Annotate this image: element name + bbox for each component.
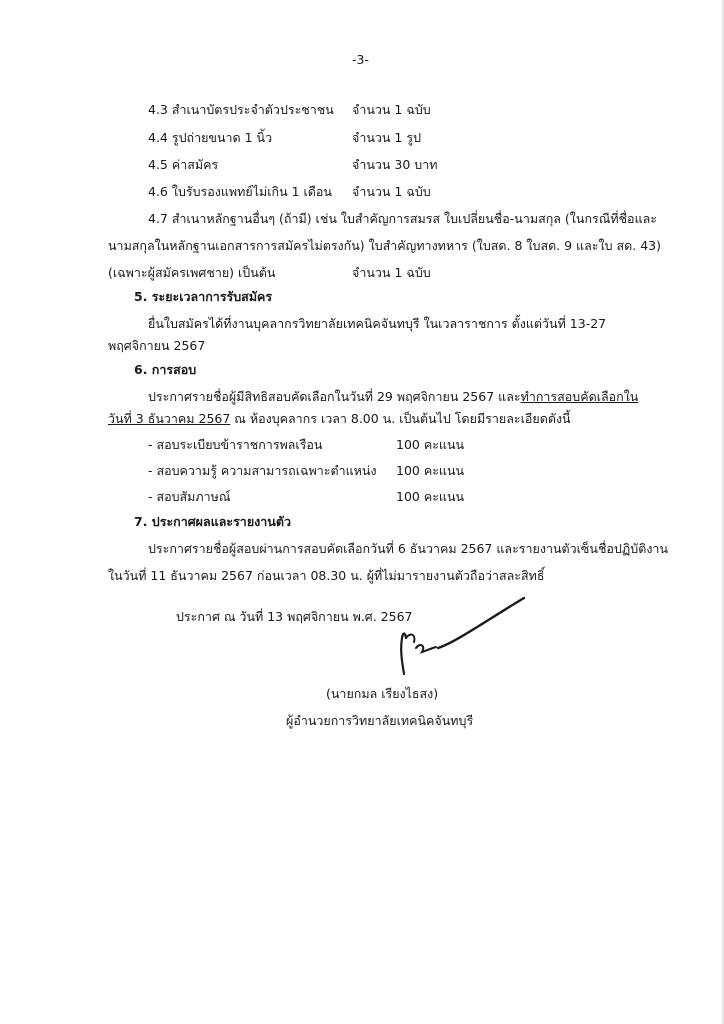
exam-2-score: 100 คะแนน	[396, 463, 465, 478]
section-5-heading: 5. ระยะเวลาการรับสมัคร	[134, 289, 273, 304]
section-7-heading: 7. ประกาศผลและรายงานตัว	[134, 514, 291, 529]
exam-1-score: 100 คะแนน	[396, 437, 465, 452]
item-4-6-qty: จำนวน 1 ฉบับ	[352, 184, 431, 199]
exam-3-score: 100 คะแนน	[396, 489, 465, 504]
item-4-7-qty: จำนวน 1 ฉบับ	[352, 265, 431, 280]
section-5-line1: ยื่นใบสมัครได้ที่งานบุคลากรวิทยาลัยเทคนิคจันทบุรี ในเวลาราชการ ตั้งแต่วันที่ 13-27	[148, 316, 607, 331]
item-4-4-qty: จำนวน 1 รูป	[352, 130, 422, 145]
page-number: -3-	[352, 52, 369, 67]
exam-3-name: - สอบสัมภาษณ์	[148, 489, 231, 504]
item-4-5-label: 4.5 ค่าสมัคร	[148, 157, 219, 172]
item-4-7-line3: (เฉพาะผู้สมัครเพศชาย) เป็นต้น	[108, 265, 276, 280]
section-6-line1	[148, 389, 638, 405]
section-6-heading: 6. การสอบ	[134, 362, 197, 377]
item-4-5-qty: จำนวน 30 บาท	[352, 157, 438, 172]
item-4-7-line2: นามสกุลในหลักฐานเอกสารการสมัครไม่ตรงกัน) ใบสำคัญทางทหาร (ใบสด. 8 ใบสด. 9 และใบ สด. 43)	[108, 238, 661, 253]
item-4-4-label: 4.4 รูปถ่ายขนาด 1 นิ้ว	[148, 130, 273, 145]
item-4-6-label: 4.6 ใบรับรองแพทย์ไม่เกิน 1 เดือน	[148, 184, 332, 199]
section-6-line1-underlined: ทำการสอบคัดเลือกใน	[520, 389, 639, 404]
item-4-3-label: 4.3 สำเนาบัตรประจำตัวประชาชน	[148, 102, 334, 117]
exam-1-name: - สอบระเบียบข้าราชการพลเรือน	[148, 437, 323, 452]
section-6-exam-date: วันที่ 3 ธันวาคม 2567	[108, 411, 231, 426]
section-5-line2: พฤศจิกายน 2567	[108, 338, 206, 353]
item-4-3-qty: จำนวน 1 ฉบับ	[352, 102, 431, 117]
signer-name: (นายกมล เรียงไธสง)	[326, 686, 439, 701]
exam-2-name: - สอบความรู้ ความสามารถเฉพาะตำแหน่ง	[148, 463, 377, 478]
announcement-date: ประกาศ ณ วันที่ 13 พฤศจิกายน พ.ศ. 2567	[176, 609, 413, 624]
signature-image	[372, 592, 532, 682]
section-7-line2: ในวันที่ 11 ธันวาคม 2567 ก่อนเวลา 08.30 น. ผู้ที่ไม่มารายงานตัวถือว่าสละสิทธิ์	[108, 568, 545, 583]
section-6-line2-text: ณ ห้องบุคลากร เวลา 8.00 น. เป็นต้นไป โดยมีรายละเอียดดังนี้	[230, 411, 571, 426]
section-6-line2	[108, 411, 571, 427]
section-6-line1-text: ประกาศรายชื่อผู้มีสิทธิสอบคัดเลือกในวันที่ 29 พฤศจิกายน 2567 และ	[148, 389, 521, 404]
signer-title: ผู้อำนวยการวิทยาลัยเทคนิคจันทบุรี	[286, 713, 474, 728]
section-7-line1: ประกาศรายชื่อผู้สอบผ่านการสอบคัดเลือกวันที่ 6 ธันวาคม 2567 และรายงานตัวเซ็นชื่อปฏิบัติงาน	[148, 541, 668, 556]
item-4-7-line1: 4.7 สำเนาหลักฐานอื่นๆ (ถ้ามี) เช่น ใบสำคัญการสมรส ใบเปลี่ยนชื่อ-นามสกุล (ในกรณีที่ชื่อและ	[148, 211, 657, 226]
